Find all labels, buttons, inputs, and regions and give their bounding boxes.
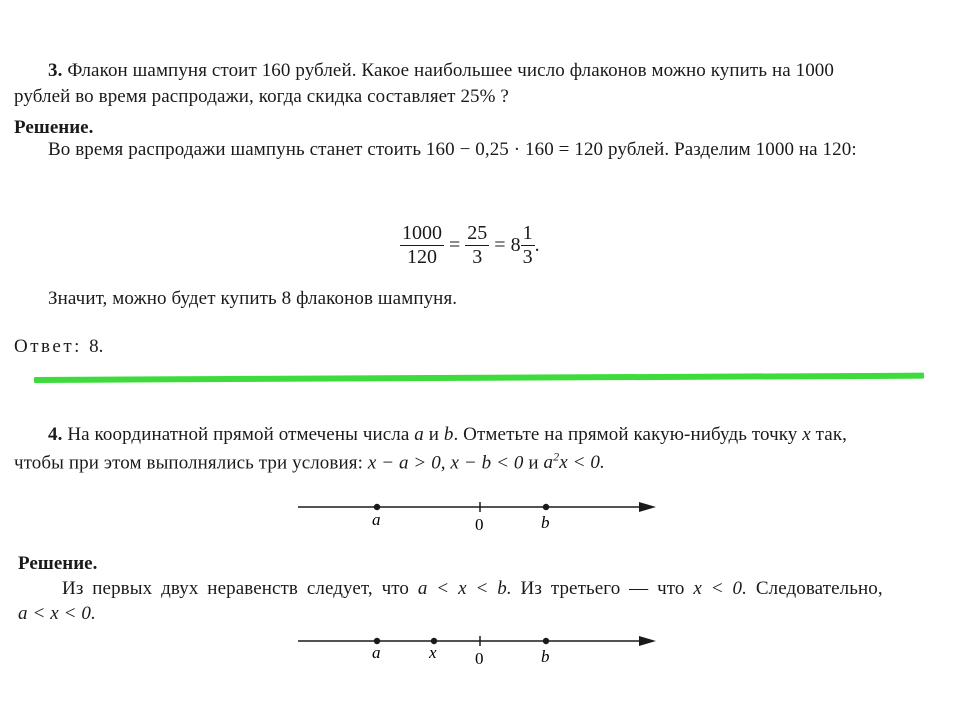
sol-text-1b: Из третьего — что	[520, 578, 685, 599]
label-b-1: b	[541, 513, 550, 532]
condition-3	[544, 452, 605, 473]
condition-1: x − a > 0,	[367, 452, 446, 474]
fraction-1-3	[521, 222, 535, 269]
problem3-solution-line: Во время распродажи шампунь станет стоить 160 − 0,25 · 160 = 120 рублей. Разделим 1000 на 120:	[48, 139, 857, 160]
problem4-solution-line1	[62, 578, 883, 600]
label-0-1: 0	[475, 515, 484, 534]
number-line-1	[290, 494, 670, 540]
point-b-1	[543, 504, 549, 510]
sol-text-1c: Следовательно,	[755, 578, 883, 599]
var-x: x	[802, 424, 811, 445]
problem3-text-line2: рублей во время распродажи, когда скидка составляет 25% ?	[14, 86, 509, 107]
frac3-denominator: 3	[522, 246, 533, 268]
axis-arrow-1	[639, 502, 656, 512]
label-a-1: a	[372, 510, 381, 529]
label-x-2: x	[429, 643, 437, 662]
answer-label: Ответ:	[14, 336, 82, 357]
formula-period: .	[534, 234, 540, 256]
problem4-solution-line2: a < x < 0.	[18, 603, 96, 624]
frac3-numerator: 1	[522, 222, 533, 244]
cond3-rest: x < 0.	[559, 452, 605, 474]
fraction-25-3	[465, 222, 489, 269]
frac2-numerator: 25	[467, 222, 488, 244]
problem3-solution-heading: Решение.	[14, 117, 94, 138]
frac2-denominator: 3	[465, 245, 489, 269]
problem3-conclusion: Значит, можно будет купить 8 флаконов шампуня.	[48, 288, 458, 309]
sol-text-1a: Из первых двух неравенств следует, что	[62, 578, 409, 599]
equals-sign-1: =	[449, 234, 461, 256]
problem3-line1	[48, 60, 834, 82]
sol-inequality-2: x < 0.	[693, 578, 747, 599]
problem3-text-line1: Флакон шампуня стоит 160 рублей. Какое наибольшее число флаконов можно купить на 1000	[67, 60, 834, 81]
var-a: a	[414, 424, 424, 445]
problem4-line2	[14, 450, 605, 474]
problem4-solution-heading: Решение.	[18, 553, 98, 574]
condition-2: x − b < 0	[450, 452, 524, 474]
equals-sign-2: =	[494, 234, 506, 256]
and-1: и	[428, 424, 440, 445]
point-b-2	[543, 638, 549, 644]
sol-inequality-1: a < x < b.	[417, 578, 512, 599]
problem4-text-1c: так,	[815, 424, 848, 445]
problem3-number: 3.	[48, 60, 63, 81]
var-b: b	[443, 424, 454, 445]
problem3-formula	[400, 222, 540, 269]
mixed-whole: 8	[510, 234, 521, 256]
axis-arrow-2	[639, 636, 656, 646]
label-0-2: 0	[475, 649, 484, 668]
problem3-answer	[14, 336, 103, 358]
green-divider	[34, 373, 924, 383]
problem4-text-1b: . Отметьте на прямой какую-нибудь точку	[453, 424, 798, 445]
problem4-text-1a: На координатной прямой отмечены числа	[67, 424, 410, 445]
problem4-number: 4.	[48, 424, 63, 445]
fraction-1000-120	[400, 222, 444, 269]
label-a-2: a	[372, 643, 381, 662]
label-b-2: b	[541, 647, 550, 666]
problem4-text-2a: чтобы при этом выполнялись три условия:	[14, 452, 363, 474]
cond3-base: a	[543, 452, 554, 474]
cond3-exponent: 2	[553, 450, 560, 464]
answer-value: 8.	[89, 336, 104, 357]
problem4-line1	[48, 424, 847, 446]
number-line-2	[290, 628, 670, 674]
frac1-numerator: 1000	[402, 222, 442, 244]
and-2: и	[528, 452, 539, 474]
frac1-denominator: 120	[400, 245, 444, 269]
